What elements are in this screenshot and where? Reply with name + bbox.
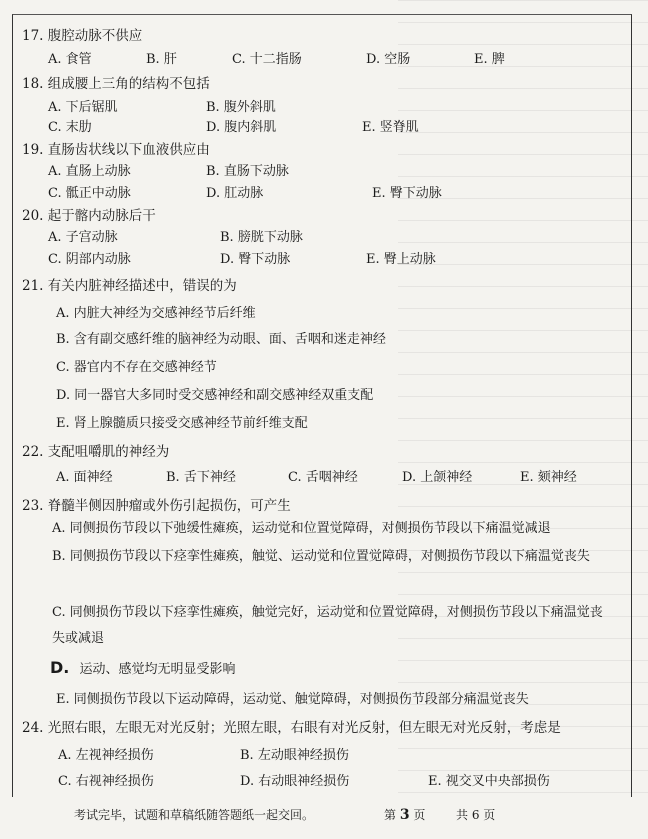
q20-option-d: D. 臀下动脉 xyxy=(220,252,291,267)
page-number: 第 3 页 xyxy=(384,807,426,823)
q20-option-b: B. 膀胱下动脉 xyxy=(220,230,303,245)
q17-option-c: C. 十二指肠 xyxy=(232,52,302,67)
q21-option-a: A. 内脏大神经为交感神经节后纤维 xyxy=(56,306,256,321)
q23-option-e: E. 同侧损伤节段以下运动障碍，运动觉、触觉障碍，对侧损伤节段部分痛温觉丧失 xyxy=(56,692,529,707)
q18-option-e: E. 竖脊肌 xyxy=(362,120,419,135)
q23-option-a: A. 同侧损伤节段以下弛缓性瘫痪，运动觉和位置觉障碍，对侧损伤节段以下痛温觉减退 xyxy=(52,521,551,536)
q23-option-d-letter: D. xyxy=(50,658,70,677)
q19-option-e: E. 臀下动脉 xyxy=(372,186,442,201)
q19-option-b: B. 直肠下动脉 xyxy=(206,164,289,179)
q24-option-a: A. 左视神经损伤 xyxy=(58,748,154,763)
q22-option-e: E. 颏神经 xyxy=(520,470,577,485)
q23-option-c: C. 同侧损伤节段以下痉挛性瘫痪，触觉完好，运动觉和位置觉障碍，对侧损伤节段以下痛温觉丧失或减退 xyxy=(52,605,603,646)
page-total: 共 6 页 xyxy=(456,808,496,822)
q21-option-d: D. 同一器官大多同时受交感神经和副交感神经双重支配 xyxy=(56,388,374,403)
question-20-stem: 20. 起于髂内动脉后干 xyxy=(22,208,156,224)
q21-option-b: B. 含有副交感纤维的脑神经为动眼、面、舌咽和迷走神经 xyxy=(56,332,386,347)
q17-option-b: B. 肝 xyxy=(146,52,177,67)
exam-sheet xyxy=(12,14,632,797)
question-24-stem: 24. 光照右眼，左眼无对光反射；光照左眼，右眼有对光反射，但左眼无对光反射，考虑是 xyxy=(22,720,561,736)
q17-option-a: A. 食管 xyxy=(48,52,92,67)
q21-option-c: C. 器官内不存在交感神经节 xyxy=(56,360,217,375)
q20-option-a: A. 子宫动脉 xyxy=(48,230,118,245)
question-17-stem: 17. 腹腔动脉不供应 xyxy=(22,28,143,44)
q22-option-a: A. 面神经 xyxy=(56,470,113,485)
q23-option-b: B. 同侧损伤节段以下痉挛性瘫痪，触觉、运动觉和位置觉障碍，对侧损伤节段以下痛温觉丧失 xyxy=(52,549,590,564)
q22-option-b: B. 舌下神经 xyxy=(166,470,236,485)
q20-option-e: E. 臀上动脉 xyxy=(366,252,436,267)
q17-option-e: E. 脾 xyxy=(474,52,505,67)
question-18-stem: 18. 组成腰上三角的结构不包括 xyxy=(22,76,210,92)
question-19-stem: 19. 直肠齿状线以下血液供应由 xyxy=(22,142,210,158)
q24-option-e: E. 视交叉中央部损伤 xyxy=(428,774,550,789)
question-21-stem: 21. 有关内脏神经描述中，错误的为 xyxy=(22,278,237,294)
q22-option-d: D. 上颌神经 xyxy=(402,470,473,485)
q22-option-c: C. 舌咽神经 xyxy=(288,470,358,485)
q20-option-c: C. 阴部内动脉 xyxy=(48,252,131,267)
q19-option-a: A. 直肠上动脉 xyxy=(48,164,131,179)
q19-option-d: D. 肛动脉 xyxy=(206,186,264,201)
q18-option-c: C. 末肋 xyxy=(48,120,92,135)
q19-option-c: C. 骶正中动脉 xyxy=(48,186,131,201)
q18-option-b: B. 腹外斜肌 xyxy=(206,100,276,115)
q23-option-d-text: 运动、感觉均无明显受影响 xyxy=(79,662,236,677)
q24-option-d: D. 右动眼神经损伤 xyxy=(240,774,350,789)
q24-option-c: C. 右视神经损伤 xyxy=(58,774,154,789)
q21-option-e: E. 肾上腺髓质只接受交感神经节前纤维支配 xyxy=(56,416,308,431)
question-22-stem: 22. 支配咀嚼肌的神经为 xyxy=(22,444,170,460)
question-23-stem: 23. 脊髓半侧因肿瘤或外伤引起损伤，可产生 xyxy=(22,498,291,514)
footer-note: 考试完毕，试题和草稿纸随答题纸一起交回。 xyxy=(74,808,315,822)
q18-option-a: A. 下后锯肌 xyxy=(48,100,118,115)
q24-option-b: B. 左动眼神经损伤 xyxy=(240,748,349,763)
q17-option-d: D. 空肠 xyxy=(366,52,411,67)
q18-option-d: D. 腹内斜肌 xyxy=(206,120,277,135)
